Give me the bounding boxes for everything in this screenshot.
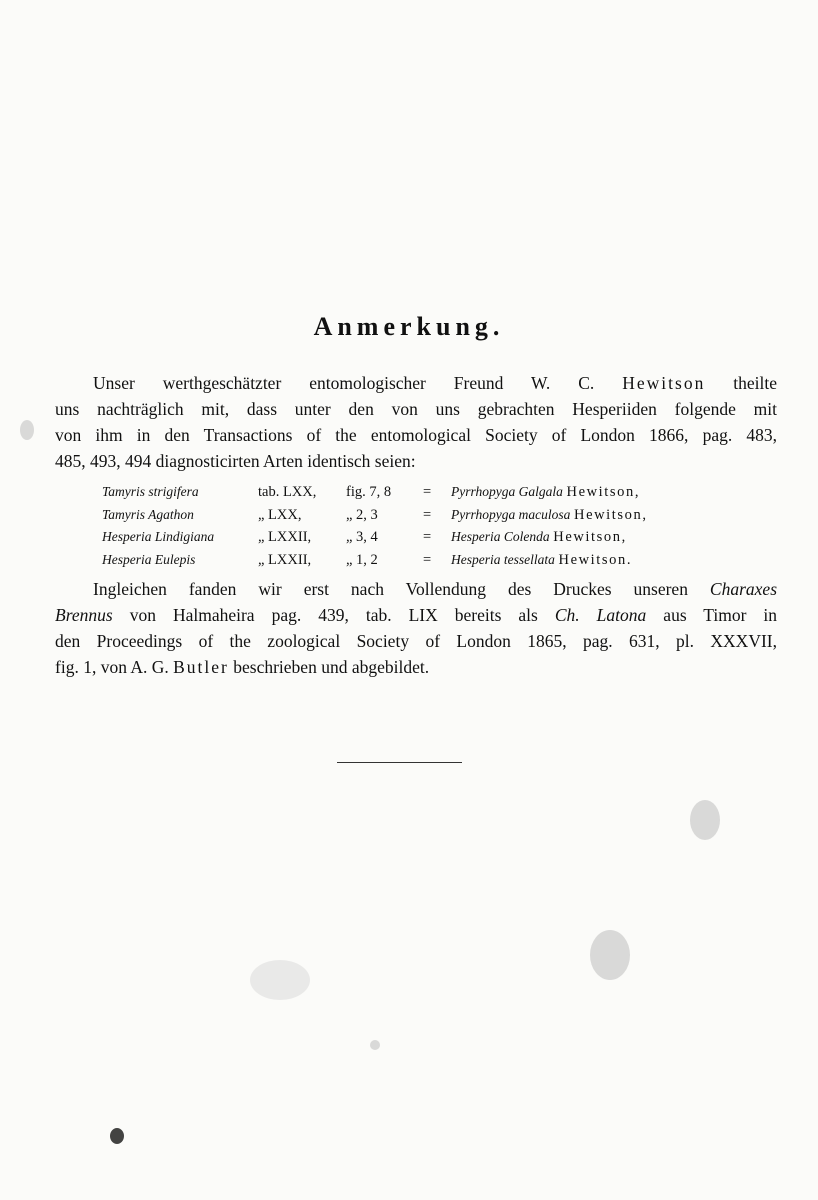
plate-ref: „ LXXII, <box>258 529 312 545</box>
species-name: Hesperia Lindigiana <box>102 529 215 544</box>
equals-sign: = <box>423 484 432 500</box>
text-segment: beschrieben und abgebildet. <box>233 657 430 677</box>
paper-stain <box>690 800 720 840</box>
equals-sign: = <box>423 506 432 523</box>
species-epithet: Brennus <box>55 605 113 625</box>
equals-sign: = <box>423 529 432 545</box>
synonym-name: Pyrrhopyga maculosa <box>451 506 571 522</box>
ink-blot <box>110 1128 124 1144</box>
figure-ref: „ 3, 4 <box>346 529 378 545</box>
paragraph-line <box>55 576 777 602</box>
synonym <box>451 549 632 572</box>
text-segment: aus Timor in <box>663 605 778 625</box>
synonym-author: Hewitson, <box>574 506 648 523</box>
text-segment: Unser werthgeschätzter entomologischer Freund W. C. <box>93 373 595 393</box>
paragraph-line: von ihm in den Transactions of the entomological Society of London 1866, pag. 483, <box>55 425 777 445</box>
species-name: Hesperia Eulepis <box>102 551 196 567</box>
synonym-name: Pyrrhopyga Galgala <box>451 484 563 499</box>
paragraph-line: 485, 493, 494 diagnosticirten Arten identisch seien: <box>55 451 416 471</box>
genus-name: Charaxes <box>709 579 777 599</box>
synonym-author: Hewitson, <box>566 484 641 500</box>
text-segment: Ingleichen fanden wir erst nach Vollendung des Druckes unseren <box>93 579 688 599</box>
paragraph-line: uns nachträglich mit, dass unter den von uns gebrachten Hesperiiden folgende mit <box>55 399 777 419</box>
plate-ref: „ LXXII, <box>258 551 312 568</box>
paragraph-hewitson-note <box>55 370 777 474</box>
author-name: Butler <box>173 657 229 677</box>
synonym-name: Hesperia Colenda <box>451 529 550 544</box>
synonym-author: Hewitson, <box>553 529 627 545</box>
synonym <box>451 504 648 527</box>
section-divider <box>337 762 462 763</box>
figure-ref: „ 2, 3 <box>346 506 378 523</box>
synonym <box>451 526 627 549</box>
paper-stain <box>370 1040 380 1050</box>
synonym-name: Hesperia tessellata <box>451 551 555 567</box>
text-segment: theilte <box>733 373 778 393</box>
page-title: Anmerkung. <box>313 312 505 341</box>
paper-stain <box>20 420 34 440</box>
figure-ref: fig. 7, 8 <box>346 484 392 500</box>
paper-stain <box>250 960 310 1000</box>
species-name: Tamyris Agathon <box>102 506 194 522</box>
plate-ref: „ LXX, <box>258 506 302 523</box>
author-name: Hewitson <box>622 373 706 393</box>
text-segment: von Halmaheira pag. 439, tab. LIX bereits als <box>129 605 538 625</box>
plate-ref: tab. LXX, <box>258 484 317 500</box>
paper-stain <box>590 930 630 980</box>
text-segment: fig. 1, von A. G. <box>55 657 169 677</box>
equals-sign: = <box>423 551 432 568</box>
figure-ref: „ 1, 2 <box>346 551 378 568</box>
synonym-author: Hewitson. <box>558 551 633 568</box>
paragraph-line <box>55 370 777 396</box>
paragraph-line <box>55 602 777 628</box>
paragraph-line: den Proceedings of the zoological Society of London 1865, pag. 631, pl. XXXVII, <box>55 631 777 651</box>
species-name: Tamyris strigifera <box>102 484 199 499</box>
synonym <box>451 481 640 504</box>
paragraph-butler-note <box>55 576 777 680</box>
paragraph-line <box>55 654 777 680</box>
species-name-inline: Ch. Latona <box>554 605 647 625</box>
